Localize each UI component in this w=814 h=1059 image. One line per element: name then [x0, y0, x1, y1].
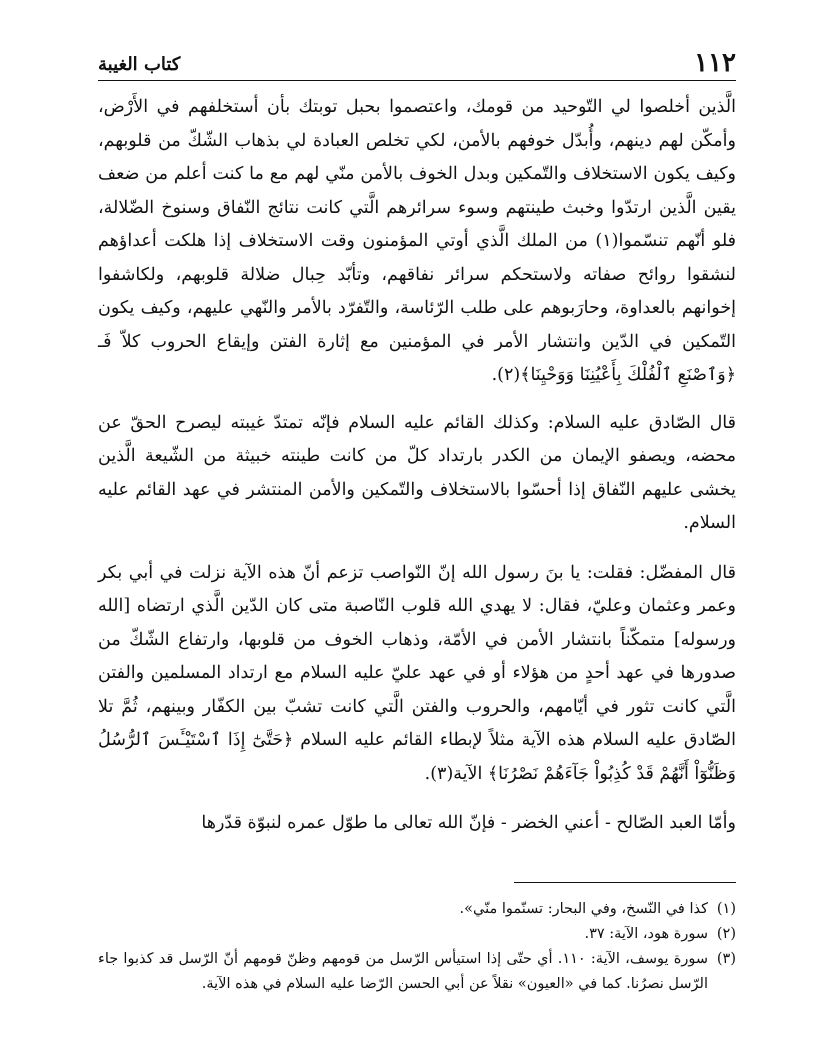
footnote-text: كذا في النّسخ، وفي البحار: تسنّموا منّي». — [459, 901, 708, 917]
footnote-number: (١) — [716, 901, 736, 917]
footnote — [98, 922, 736, 947]
paragraph: الَّذين أخلصوا لي التّوحيد من قومك، واعتصموا بحبل توبتك بأن أستخلفهم في الأَرْض، وأمكّن لهم دينهم، وأُبدّل خوفهم بالأمن، لكي تخلص العبادة لي بذهاب الشّكّ من قلوبهم، وكيف يكون الاستخلاف والتّمكين وبدل الخوف بالأمن منّي لهم مع ما كنت أعلم من ضعف يقين الَّذين ارتدّوا وخبث طينتهم وسوء سرائرهم الَّتي كانت نتائج النّفاق وسنوخ الضّلالة، فلو أنّهم تنسّموا(١) من الملك الَّذي أوتي المؤمنون وقت الاستخلاف إذا هلكت أعداؤهم لنشقوا روائح صفاته ولاستحكم سرائر نفاقهم، وتأبّد حِبال ضلالة قلوبهم، ولكاشفوا إخوانهم بالعداوة، وحارَبوهم على طلب الرّئاسة، والتّفرّد بالأمر والنّهي عليهم، وكيف يكون التّمكين في الدّين وانتشار الأمر في المؤمنين مع إثارة الفتن وإيقاع الحروب كلاّ فَـ ﴿وَٱصْنَعِ ٱلْفُلْكَ بِأَعْيُنِنَا وَوَحْيِنَا﴾(٢). — [98, 97, 736, 385]
footnote-text: سورة يوسف، الآية: ١١٠. أي حتّى إذا استيأس الرّسل من قومهم وظنّ قومهم أنّ الرّسل قد كذبوا جاء الرّسل نصرُنا. كما في «العيون» نقلاً عن أبي الحسن الرّضا عليه السلام في هذه الآية. — [98, 951, 708, 992]
footnote-number: (٣) — [716, 951, 736, 967]
footnote-text: سورة هود، الآية: ٣٧. — [584, 926, 708, 942]
paragraph: وأمّا العبد الصّالح - أعني الخضر - فإنّ الله تعالى ما طوّل عمره لنبوّة قدّرها — [201, 813, 736, 833]
paragraph: قال المفضّل: فقلت: يا بنَ رسول الله إنّ النّواصب تزعم أنّ هذه الآية نزلت في أبي بكر وعمر وعثمان وعليّ، فقال: لا يهدي الله قلوب النّاصبة متى كان الدّين الَّذي ارتضاه [الله ورسوله] متمكّناً بانتشار الأمن في الأمّة، وذهاب الخوف من قلوبها، وارتفاع الشّكّ من صدورها في عهد أحدٍ من هؤلاء أو في عهد عليّ عليه السلام مع ارتداد المسلمين والفتن الَّتي كانت تثور في أيّامهم، والحروب والفتن الَّتي كانت تشبّ بين الكفّار وبينهم، ثُمَّ تلا الصّادق عليه السلام هذه الآية مثلاً لإبطاء القائم عليه السلام ﴿حَتَّىٰٓ إِذَا ٱسْتَيْـَٔسَ ٱلرُّسُلُ وَظَنُّوٓاْ أَنَّهُمْ قَدْ كُذِبُواْ جَآءَهُمْ نَصْرُنَا﴾ الآية(٣). — [98, 562, 736, 784]
page-number: ١١٢ — [694, 48, 736, 78]
footnote — [98, 897, 736, 922]
paragraph: قال الصّادق عليه السلام: وكذلك القائم عليه السلام فإنّه تمتدّ غيبته ليصرح الحقّ عن محضه، ويصفو الإيمان من الكدر بارتداد كلّ من كانت طينته خبيثة من الشّيعة الَّذين يخشى عليهم النّفاق إذا أحسّوا بالاستخلاف والتّمكين والأمن المنتشر في عهد القائم عليه السلام. — [98, 412, 736, 533]
book-title: كتاب الغيبة — [98, 54, 181, 75]
footnote — [98, 947, 736, 997]
footnote-number: (٢) — [716, 926, 736, 942]
footnote-divider — [514, 882, 736, 883]
footnotes — [98, 882, 736, 997]
main-text — [98, 91, 736, 841]
page-header — [98, 38, 736, 81]
